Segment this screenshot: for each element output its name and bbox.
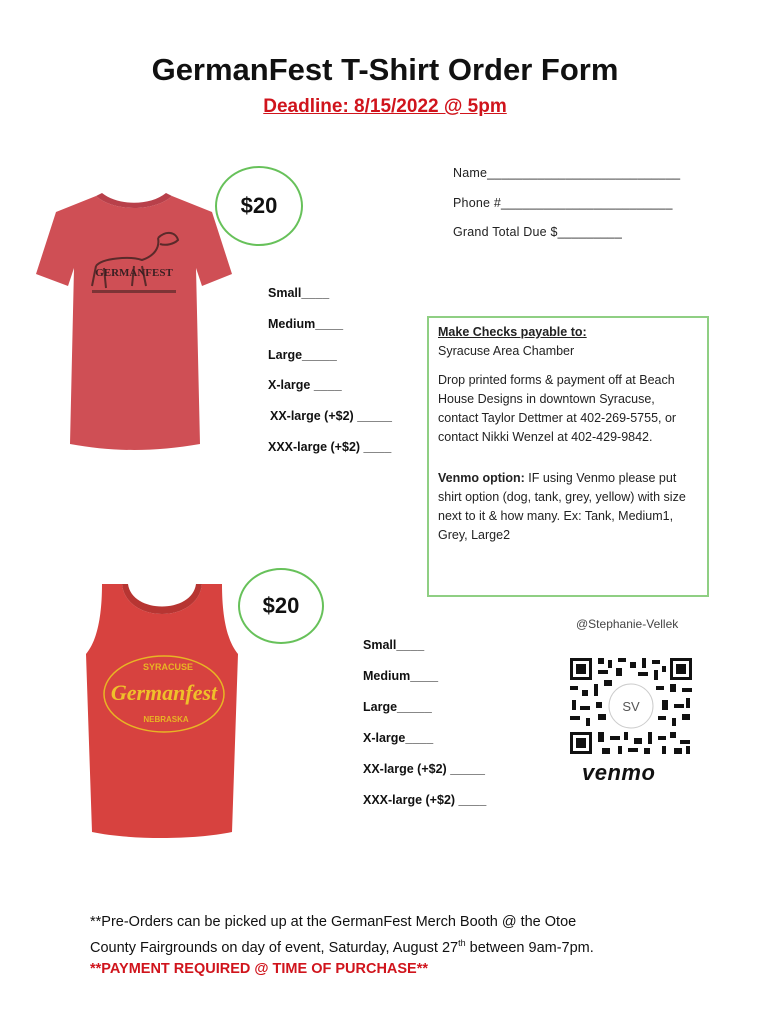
tank-size-xxxlarge[interactable]: XXX-large (+$2) ____ [363,793,487,807]
tank-top-image [82,580,242,842]
venmo-qr-code[interactable] [568,656,694,756]
tshirt-image [34,190,234,452]
tank-size-small[interactable]: Small____ [363,638,425,652]
venmo-option-label: Venmo option: [438,471,525,485]
tshirt-print-text: GERMANFEST [95,267,173,279]
phone-field[interactable]: Phone #________________________ [453,196,673,210]
venmo-option-text: IF using Venmo please put shirt option (dog, tank, grey, yellow) with size next to it & how many. Ex: Tank, Medium1, Grey, Large2 [438,471,686,542]
tshirt-size-xxlarge[interactable]: XX-large (+$2) _____ [270,409,392,423]
tshirt-size-large[interactable]: Large_____ [268,348,337,362]
pickup-note [90,912,710,980]
tank-size-medium[interactable]: Medium____ [363,669,439,683]
venmo-logo: venmo [582,760,656,785]
drop-off-text: Drop printed forms & payment off at Beach House Designs in downtown Syracuse, contact Taylor Dettmer at 402-269-5755, or contact Nikki Wenzel at 402-429-9842. [438,373,677,444]
venmo-handle: @Stephanie-Vellek [576,617,679,631]
tank-size-xlarge[interactable]: X-large____ [363,731,434,745]
grand-total-field[interactable]: Grand Total Due $_________ [453,225,622,239]
payment-warning: **PAYMENT REQUIRED @ TIME OF PURCHASE** [90,960,429,977]
venmo-initials: SV [622,699,640,714]
name-field[interactable]: Name___________________________ [453,166,681,180]
tank-size-xxlarge[interactable]: XX-large (+$2) _____ [363,762,485,776]
payee-name: Syracuse Area Chamber [438,344,575,358]
tshirt-size-small[interactable]: Small____ [268,286,330,300]
page-title: GermanFest T-Shirt Order Form [151,52,619,87]
tshirt-size-xxxlarge[interactable]: XXX-large (+$2) ____ [268,440,392,454]
tshirt-price-badge: $20 [215,166,303,246]
tank-logo-bottom: NEBRASKA [143,715,189,724]
payment-info-box [427,316,709,597]
pickup-date-suffix: th [458,938,466,948]
tank-size-large[interactable]: Large_____ [363,700,432,714]
tank-price-badge: $20 [238,568,324,644]
tank-logo-main: Germanfest [110,680,218,705]
tshirt-size-xlarge[interactable]: X-large ____ [268,378,342,392]
tshirt-size-medium[interactable]: Medium____ [268,317,344,331]
pickup-line-1: **Pre-Orders can be picked up at the GermanFest Merch Booth @ the Otoe [90,914,577,930]
tank-logo-top: SYRACUSE [142,662,194,672]
deadline: Deadline: 8/15/2022 @ 5pm [263,96,507,117]
checks-heading: Make Checks payable to: [438,325,587,339]
pickup-line-2: County Fairgrounds on day of event, Saturday, August 27 [90,939,459,956]
pickup-hours: between 9am-7pm. [465,939,594,956]
